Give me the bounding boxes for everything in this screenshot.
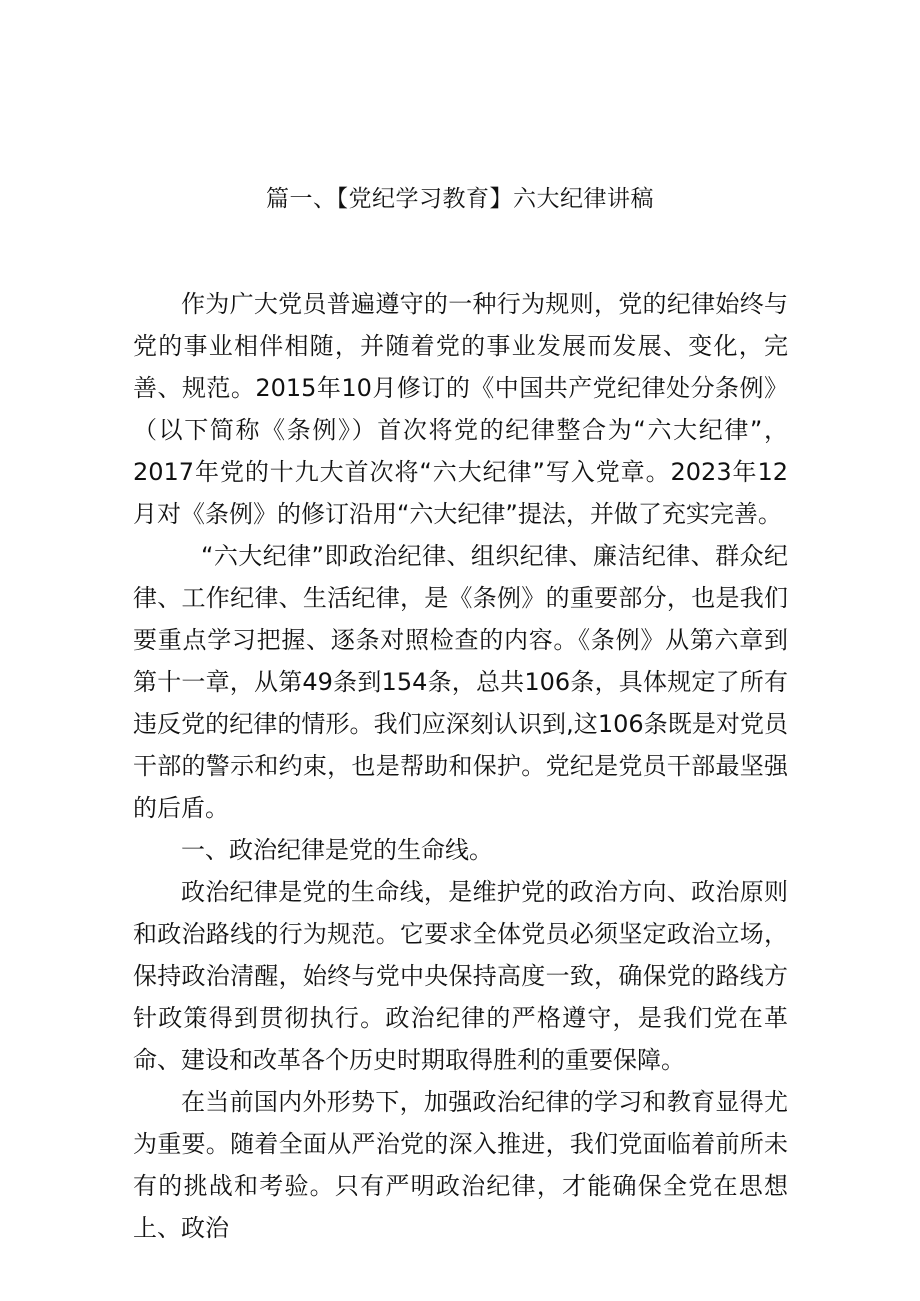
paragraph-six-disciplines: “六大纪律”即政治纪律、组织纪律、廉洁纪律、群众纪律、工作纪律、生活纪律，是《条例》的重要部分，也是我们要重点学习把握、逐条对照检查的内容。《条例》从第六章到第十一章，从第49条到154条，总共106条，具体规定了所有违反党的纪律的情形。我们应深刻认识到,这106条既是对党员干部的警示和约束，也是帮助和保护。党纪是党员干部最坚强的后盾。 [133, 542, 788, 822]
paragraph-political-discipline: 政治纪律是党的生命线，是维护党的政治方向、政治原则和政治路线的行为规范。它要求全体党员必须坚定政治立场，保持政治清醒，始终与党中央保持高度一致，确保党的路线方针政策得到贯彻执行。政治纪律的严格遵守，是我们党在革命、建设和改革各个历史时期取得胜利的重要保障。 [133, 878, 788, 1074]
document-title: 篇一、【党纪学习教育】六大纪律讲稿 [266, 186, 654, 212]
document-body [133, 283, 788, 1249]
paragraph-current-situation: 在当前国内外形势下，加强政治纪律的学习和教育显得尤为重要。随着全面从严治党的深入推进，我们党面临着前所未有的挑战和考验。只有严明政治纪律，才能确保全党在思想上、政治 [133, 1088, 788, 1242]
section-heading-political-discipline: 一、政治纪律是党的生命线。 [181, 836, 493, 864]
paragraph-intro: 作为广大党员普遍遵守的一种行为规则，党的纪律始终与党的事业相伴相随，并随着党的事业发展而发展、变化，完善、规范。2015年10月修订的《中国共产党纪律处分条例》（以下简称《条例》）首次将党的纪律整合为“六大纪律”，2017年党的十九大首次将“六大纪律”写入党章。2023年12月对《条例》的修订沿用“六大纪律”提法，并做了充实完善。 [133, 290, 788, 528]
